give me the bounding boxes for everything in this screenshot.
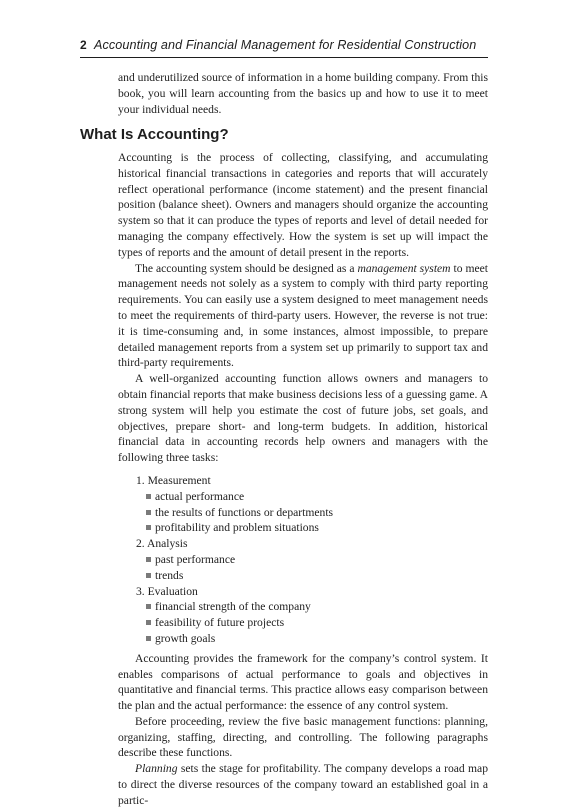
square-bullet-icon — [146, 525, 151, 530]
p2-emphasis: management system — [357, 261, 451, 275]
square-bullet-icon — [146, 604, 151, 609]
task-analysis-items — [118, 552, 488, 584]
square-bullet-icon — [146, 573, 151, 578]
square-bullet-icon — [146, 494, 151, 499]
square-bullet-icon — [146, 510, 151, 515]
square-bullet-icon — [146, 636, 151, 641]
task-analysis: 2. Analysis — [136, 537, 188, 551]
list-item: past performance — [118, 552, 488, 568]
square-bullet-icon — [146, 557, 151, 562]
task-measurement-items — [118, 489, 488, 536]
paragraph-planning — [118, 761, 488, 808]
paragraph-management-system — [118, 261, 488, 372]
page-number: 2 — [80, 38, 87, 52]
list-item: the results of functions or departments — [118, 505, 488, 521]
task-evaluation: 3. Evaluation — [136, 584, 198, 598]
section-heading: What Is Accounting? — [80, 126, 229, 143]
list-item: trends — [118, 568, 488, 584]
paragraph-definition: Accounting is the process of collecting, classifying, and accumulating historical financial transactions in categories and reports that will accurately reflect operational performance (income statement) and the present financial position (balance sheet). Owners and managers should organize the accounting system so that it can produce the types of reports and level of detail needed for managing the company effectively. How the system is set up will impact the types of reports and the amount of detail present in the reports. — [118, 151, 488, 259]
paragraph-well-organized: A well-organized accounting function allows owners and managers to obtain financial reports that make business decisions less of a guessing game. A strong system will help you estimate the cost of future jobs, set goals, and objectives, prepare short- and long-term budgets. In addition, historical financial data in accounting records help owners and managers with the following three tasks: — [118, 372, 488, 465]
task-measurement: 1. Measurement — [136, 473, 211, 487]
tasks-list — [118, 473, 488, 647]
paragraph-control-system: Accounting provides the framework for the company’s control system. It enables comparisons of actual performance to goals and objectives in quantitative and financial terms. This practice allows easy comparison between the plan and the actual performance: the essence of any control system. — [118, 651, 488, 713]
body-text-main — [118, 150, 488, 809]
p2-text-before: The accounting system should be designed as a — [135, 261, 358, 275]
paragraph-intro-continued: and underutilized source of information in a home building company. From this book, you will learn accounting from the basics up and how to use it to meet your individual needs. — [118, 71, 488, 116]
p6-text-after: sets the stage for profitability. The company develops a road map to direct the diverse resources of the company toward an established goal in a partic- — [118, 762, 488, 807]
running-header — [80, 37, 488, 58]
list-item: feasibility of future projects — [118, 615, 488, 631]
list-item: financial strength of the company — [118, 599, 488, 615]
list-item: actual performance — [118, 489, 488, 505]
p2-text-after: to meet management needs not solely as a system to comply with third party reporting requirements. You can easily use a system designed to meet management needs to meet the requirements of third-party users. However, the reverse is not true: it is time-consuming and, in some instances, almost impossible, to prepare detailed management reports from a system set up primarily to support tax and third-party requirements. — [118, 261, 488, 370]
list-item: growth goals — [118, 631, 488, 647]
square-bullet-icon — [146, 620, 151, 625]
body-text-top — [118, 70, 488, 117]
running-title: Accounting and Financial Management for Residential Construction — [94, 38, 477, 52]
list-item: profitability and problem situations — [118, 520, 488, 536]
task-evaluation-items — [118, 599, 488, 646]
p6-emphasis: Planning — [135, 762, 178, 776]
paragraph-management-functions: Before proceeding, review the five basic management functions: planning, organizing, staffing, directing, and controlling. The following paragraphs describe these functions. — [118, 714, 488, 760]
